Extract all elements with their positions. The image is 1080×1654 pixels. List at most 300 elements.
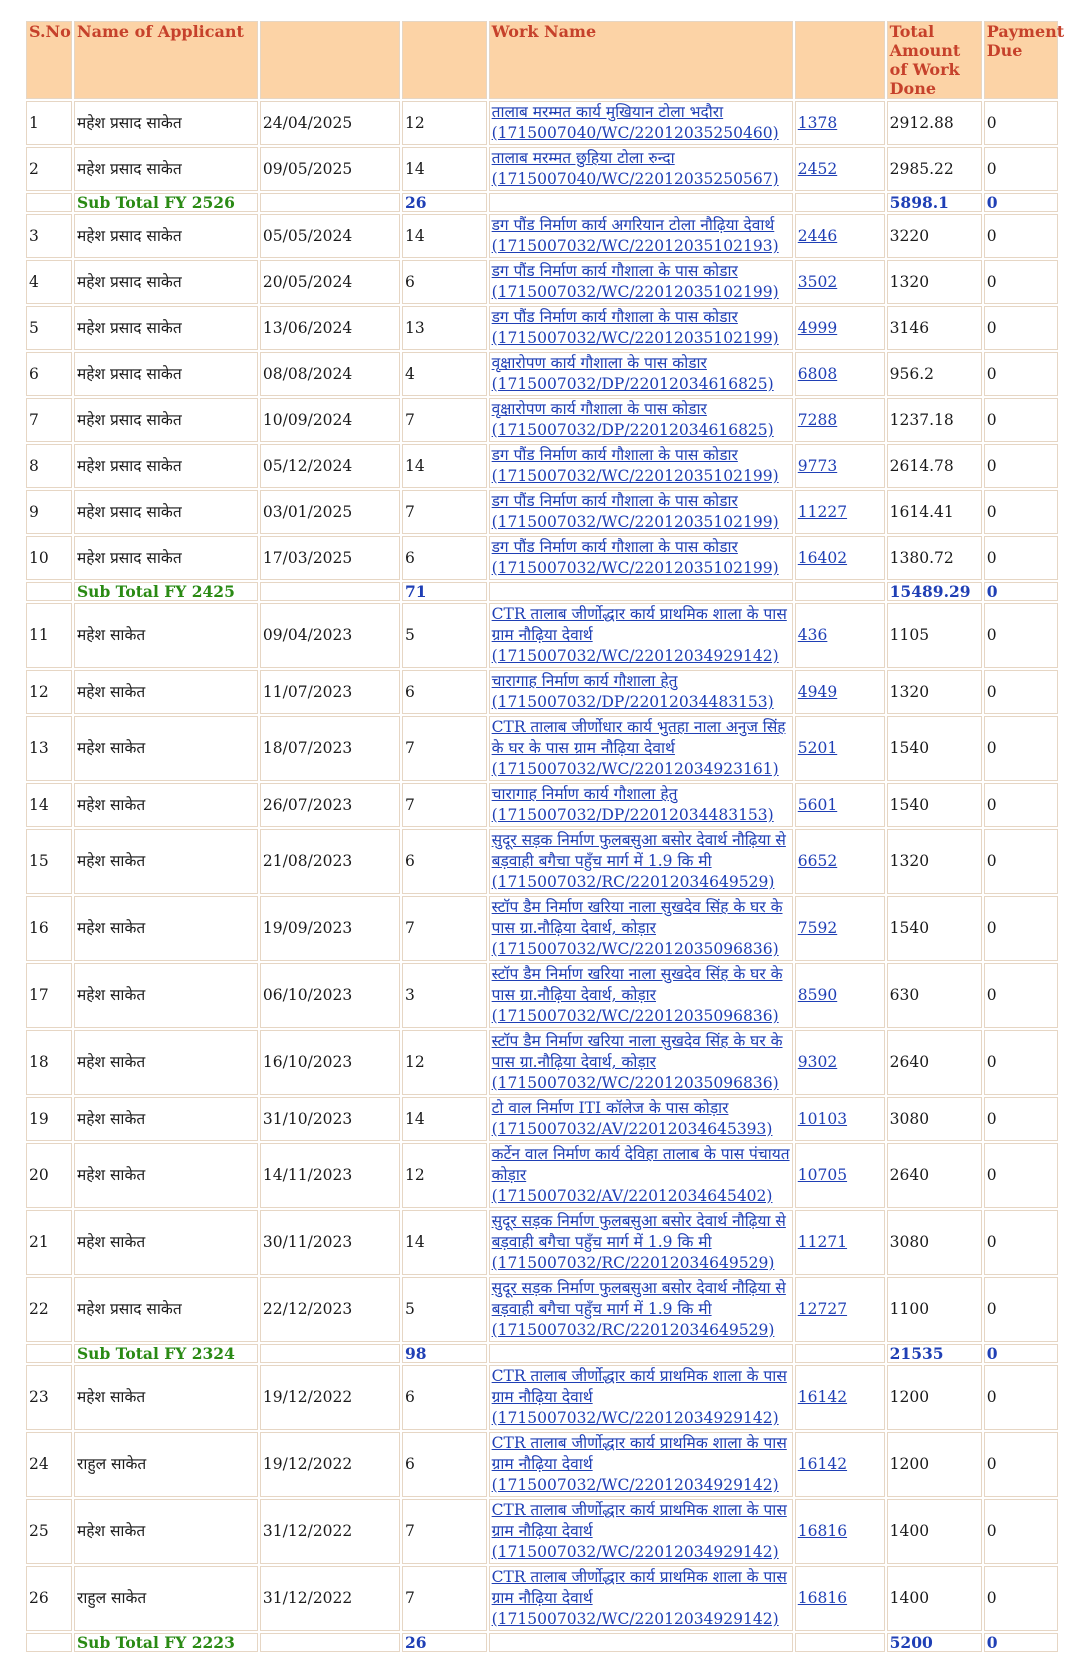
cell-date: 17/03/2025 xyxy=(260,536,400,580)
cell-sno: 2 xyxy=(26,147,72,191)
cell-amount: 3220 xyxy=(887,214,982,258)
cell-sno: 23 xyxy=(26,1365,72,1430)
cell-id-link[interactable]: 4949 xyxy=(797,682,838,701)
table-row xyxy=(26,1277,1058,1342)
cell-days: 14 xyxy=(402,214,487,258)
cell-amount: 1320 xyxy=(887,829,982,894)
subtotal-label: Sub Total FY 2526 xyxy=(74,193,258,212)
cell-id xyxy=(795,444,885,488)
cell-work-name-link[interactable]: टो वाल निर्माण ITI कॉलेज के पास कोड़ार (1715007032/AV/22012034645393) xyxy=(491,1099,773,1138)
cell-amount: 1200 xyxy=(887,1365,982,1430)
cell-days: 7 xyxy=(402,783,487,827)
cell-applicant-name: महेश साकेत xyxy=(74,1097,258,1141)
table-row xyxy=(26,147,1058,191)
cell-work-name xyxy=(489,603,793,668)
cell-payment-due: 0 xyxy=(984,352,1058,396)
cell-id xyxy=(795,147,885,191)
cell-id-link[interactable]: 7592 xyxy=(797,919,838,937)
subtotal-spacer xyxy=(795,1633,885,1652)
subtotal-amount: 21535 xyxy=(887,1344,982,1363)
cell-days: 7 xyxy=(402,1566,487,1631)
table-row xyxy=(26,670,1058,714)
cell-payment-due: 0 xyxy=(984,1030,1058,1095)
cell-work-name-link[interactable]: स्टॉप डैम निर्माण खरिया नाला सुखदेव सिंह के घर के पास ग्रा.नौढ़िया देवार्थ, कोड़ार (1715007032/WC/22012035096836) xyxy=(491,965,783,1025)
subtotal-spacer xyxy=(26,1344,72,1363)
cell-payment-due: 0 xyxy=(984,1277,1058,1342)
cell-work-name xyxy=(489,1143,793,1208)
cell-days: 12 xyxy=(402,1143,487,1208)
cell-applicant-name: महेश साकेत xyxy=(74,1210,258,1275)
cell-sno: 19 xyxy=(26,1097,72,1141)
cell-id-link[interactable]: 11227 xyxy=(797,502,848,521)
cell-days: 3 xyxy=(402,963,487,1028)
cell-id xyxy=(795,1143,885,1208)
subtotal-row xyxy=(26,1344,1058,1363)
table-row xyxy=(26,1432,1058,1497)
table-row xyxy=(26,716,1058,781)
cell-sno: 8 xyxy=(26,444,72,488)
cell-amount: 1380.72 xyxy=(887,536,982,580)
cell-days: 7 xyxy=(402,398,487,442)
cell-sno: 10 xyxy=(26,536,72,580)
cell-applicant-name: महेश प्रसाद साकेत xyxy=(74,214,258,258)
cell-payment-due: 0 xyxy=(984,1143,1058,1208)
cell-id xyxy=(795,896,885,961)
header-sno: S.No xyxy=(26,21,72,99)
table-row xyxy=(26,963,1058,1028)
cell-work-name xyxy=(489,963,793,1028)
cell-date: 05/12/2024 xyxy=(260,444,400,488)
cell-amount: 1400 xyxy=(887,1499,982,1564)
cell-id xyxy=(795,214,885,258)
cell-sno: 14 xyxy=(26,783,72,827)
subtotal-amount: 15489.29 xyxy=(887,582,982,601)
cell-applicant-name: महेश प्रसाद साकेत xyxy=(74,536,258,580)
cell-payment-due: 0 xyxy=(984,1432,1058,1497)
subtotal-row xyxy=(26,582,1058,601)
cell-amount: 2640 xyxy=(887,1030,982,1095)
cell-date: 24/04/2025 xyxy=(260,101,400,145)
cell-date: 10/09/2024 xyxy=(260,398,400,442)
cell-id-link[interactable]: 436 xyxy=(797,626,828,644)
cell-days: 4 xyxy=(402,352,487,396)
cell-work-name-link[interactable]: CTR तालाब जीर्णोद्धार कार्य प्राथमिक शाला के पास ग्राम नौढ़िया देवार्थ (1715007032/WC/22012034929142) xyxy=(491,1367,787,1427)
header-due: Payment Due xyxy=(984,21,1058,99)
cell-payment-due: 0 xyxy=(984,1097,1058,1141)
cell-id-link[interactable]: 2446 xyxy=(797,226,838,245)
cell-payment-due: 0 xyxy=(984,306,1058,350)
cell-applicant-name: महेश साकेत xyxy=(74,1143,258,1208)
cell-work-name-link[interactable]: सुदूर सड़क निर्माण फुलबसुआ बसोर देवार्थ नौढ़िया से बड़वाही बगैचा पहुँच मार्ग में 1.9 कि मी (1715007032/RC/22012034649529) xyxy=(491,1212,786,1272)
cell-date: 19/12/2022 xyxy=(260,1365,400,1430)
subtotal-due: 0 xyxy=(984,582,1058,601)
cell-sno: 13 xyxy=(26,716,72,781)
header-date xyxy=(260,21,400,99)
cell-work-name-link[interactable]: CTR तालाब जीर्णोद्धार कार्य प्राथमिक शाला के पास ग्राम नौढ़िया देवार्थ (1715007032/WC/22012034929142) xyxy=(491,1501,787,1561)
cell-work-name xyxy=(489,490,793,534)
cell-work-name xyxy=(489,783,793,827)
subtotal-due: 0 xyxy=(984,1344,1058,1363)
cell-id-link[interactable]: 1378 xyxy=(797,113,838,132)
cell-id xyxy=(795,716,885,781)
subtotal-label: Sub Total FY 2425 xyxy=(74,582,258,601)
cell-id-link[interactable]: 3502 xyxy=(797,272,838,291)
cell-work-name xyxy=(489,1030,793,1095)
cell-sno: 18 xyxy=(26,1030,72,1095)
cell-sno: 6 xyxy=(26,352,72,396)
cell-amount: 1320 xyxy=(887,670,982,714)
cell-work-name xyxy=(489,260,793,304)
table-row xyxy=(26,1210,1058,1275)
subtotal-spacer xyxy=(260,1633,400,1652)
cell-id xyxy=(795,398,885,442)
cell-applicant-name: महेश प्रसाद साकेत xyxy=(74,352,258,396)
table-row xyxy=(26,1365,1058,1430)
cell-date: 20/05/2024 xyxy=(260,260,400,304)
cell-date: 19/12/2022 xyxy=(260,1432,400,1497)
subtotal-spacer xyxy=(795,1344,885,1363)
cell-id-link[interactable]: 2452 xyxy=(797,159,838,178)
cell-amount: 3080 xyxy=(887,1210,982,1275)
cell-work-name-link[interactable]: तालाब मरम्मत छुहिया टोला रुन्दा (1715007040/WC/22012035250567) xyxy=(491,149,779,188)
cell-id xyxy=(795,963,885,1028)
cell-work-name xyxy=(489,398,793,442)
cell-work-name xyxy=(489,536,793,580)
table-row xyxy=(26,1097,1058,1141)
cell-work-name-link[interactable]: सुदूर सड़क निर्माण फुलबसुआ बसोर देवार्थ नौढ़िया से बड़वाही बगैचा पहुँच मार्ग में 1.9 कि मी (1715007032/RC/22012034649529) xyxy=(491,1279,786,1339)
cell-amount: 2640 xyxy=(887,1143,982,1208)
cell-date: 03/01/2025 xyxy=(260,490,400,534)
cell-payment-due: 0 xyxy=(984,896,1058,961)
cell-payment-due: 0 xyxy=(984,670,1058,714)
cell-date: 13/06/2024 xyxy=(260,306,400,350)
cell-sno: 15 xyxy=(26,829,72,894)
cell-amount: 1100 xyxy=(887,1277,982,1342)
cell-id-link[interactable]: 16142 xyxy=(797,1388,848,1406)
cell-work-name xyxy=(489,1566,793,1631)
cell-applicant-name: महेश प्रसाद साकेत xyxy=(74,306,258,350)
cell-applicant-name: महेश साकेत xyxy=(74,896,258,961)
cell-amount: 1540 xyxy=(887,716,982,781)
table-row xyxy=(26,1499,1058,1564)
cell-work-name xyxy=(489,101,793,145)
cell-id xyxy=(795,670,885,714)
cell-id-link[interactable]: 6808 xyxy=(797,364,838,383)
cell-date: 08/08/2024 xyxy=(260,352,400,396)
cell-sno: 21 xyxy=(26,1210,72,1275)
cell-id xyxy=(795,1277,885,1342)
cell-work-name-link[interactable]: डग पौंड निर्माण कार्य गौशाला के पास कोडार (1715007032/WC/22012035102199) xyxy=(491,538,779,577)
cell-amount: 630 xyxy=(887,963,982,1028)
subtotal-label: Sub Total FY 2324 xyxy=(74,1344,258,1363)
cell-amount: 1200 xyxy=(887,1432,982,1497)
cell-payment-due: 0 xyxy=(984,963,1058,1028)
cell-applicant-name: राहुल साकेत xyxy=(74,1566,258,1631)
header-days xyxy=(402,21,487,99)
cell-id-link[interactable]: 11271 xyxy=(797,1233,848,1251)
cell-payment-due: 0 xyxy=(984,829,1058,894)
cell-amount: 2985.22 xyxy=(887,147,982,191)
subtotal-row xyxy=(26,1633,1058,1652)
cell-id-link[interactable]: 16816 xyxy=(797,1589,848,1607)
table-row xyxy=(26,896,1058,961)
cell-work-name-link[interactable]: वृक्षारोपण कार्य गौशाला के पास कोडार (1715007032/DP/22012034616825) xyxy=(491,354,774,393)
cell-id xyxy=(795,260,885,304)
cell-work-name-link[interactable]: डग पौंड निर्माण कार्य गौशाला के पास कोडार (1715007032/WC/22012035102199) xyxy=(491,308,779,347)
cell-work-name-link[interactable]: तालाब मरम्मत कार्य मुखियान टोला भदौरा (1715007040/WC/22012035250460) xyxy=(491,103,779,142)
cell-work-name-link[interactable]: चारागाह निर्माण कार्य गौशाला हेतु (1715007032/DP/22012034483153) xyxy=(491,785,774,824)
cell-work-name xyxy=(489,670,793,714)
cell-amount: 1540 xyxy=(887,896,982,961)
cell-amount: 2614.78 xyxy=(887,444,982,488)
cell-work-name-link[interactable]: CTR तालाब जीर्णोद्धार कार्य प्राथमिक शाला के पास ग्राम नौढ़िया देवार्थ (1715007032/WC/22012034929142) xyxy=(491,1434,787,1494)
header-total: Total Amount of Work Done xyxy=(887,21,982,99)
cell-amount: 1614.41 xyxy=(887,490,982,534)
cell-date: 05/05/2024 xyxy=(260,214,400,258)
cell-id xyxy=(795,1432,885,1497)
report-table-container xyxy=(24,19,1065,1654)
cell-payment-due: 0 xyxy=(984,147,1058,191)
cell-work-name-link[interactable]: कर्टेन वाल निर्माण कार्य देविहा तालाब के पास पंचायत कोड़ार (1715007032/AV/22012034645402) xyxy=(491,1145,790,1205)
subtotal-days: 26 xyxy=(402,1633,487,1652)
cell-payment-due: 0 xyxy=(984,398,1058,442)
cell-date: 21/08/2023 xyxy=(260,829,400,894)
cell-applicant-name: महेश प्रसाद साकेत xyxy=(74,444,258,488)
cell-applicant-name: महेश प्रसाद साकेत xyxy=(74,101,258,145)
subtotal-spacer xyxy=(795,582,885,601)
cell-applicant-name: महेश साकेत xyxy=(74,670,258,714)
header-work: Work Name xyxy=(489,21,793,99)
cell-payment-due: 0 xyxy=(984,214,1058,258)
table-row xyxy=(26,536,1058,580)
cell-work-name xyxy=(489,1365,793,1430)
cell-work-name-link[interactable]: सुदूर सड़क निर्माण फुलबसुआ बसोर देवार्थ नौढ़िया से बड़वाही बगैचा पहुँच मार्ग में 1.9 कि मी (1715007032/RC/22012034649529) xyxy=(491,831,786,891)
table-row xyxy=(26,101,1058,145)
table-row xyxy=(26,1030,1058,1095)
cell-sno: 17 xyxy=(26,963,72,1028)
cell-amount: 1320 xyxy=(887,260,982,304)
subtotal-label: Sub Total FY 2223 xyxy=(74,1633,258,1652)
subtotal-spacer xyxy=(260,1344,400,1363)
cell-id-link[interactable]: 16816 xyxy=(797,1522,848,1540)
cell-work-name-link[interactable]: स्टॉप डैम निर्माण खरिया नाला सुखदेव सिंह के घर के पास ग्रा.नौढ़िया देवार्थ, कोड़ार (1715007032/WC/22012035096836) xyxy=(491,1032,783,1092)
cell-date: 16/10/2023 xyxy=(260,1030,400,1095)
cell-date: 14/11/2023 xyxy=(260,1143,400,1208)
cell-date: 11/07/2023 xyxy=(260,670,400,714)
cell-sno: 3 xyxy=(26,214,72,258)
cell-amount: 1540 xyxy=(887,783,982,827)
cell-date: 26/07/2023 xyxy=(260,783,400,827)
cell-id-link[interactable]: 8590 xyxy=(797,986,838,1004)
cell-amount: 2912.88 xyxy=(887,101,982,145)
table-row xyxy=(26,398,1058,442)
table-body xyxy=(26,101,1058,1652)
cell-days: 5 xyxy=(402,1277,487,1342)
cell-id xyxy=(795,1030,885,1095)
subtotal-spacer xyxy=(26,193,72,212)
cell-days: 14 xyxy=(402,1097,487,1141)
cell-sno: 25 xyxy=(26,1499,72,1564)
cell-days: 7 xyxy=(402,716,487,781)
table-row xyxy=(26,306,1058,350)
cell-work-name-link[interactable]: CTR तालाब जीर्णोधार कार्य भुतहा नाला अनुज सिंह के घर के पास ग्राम नौढ़िया देवार्थ (1715007032/WC/22012034923161) xyxy=(491,718,786,778)
work-payment-table xyxy=(24,19,1065,1654)
cell-work-name xyxy=(489,829,793,894)
subtotal-amount: 5200 xyxy=(887,1633,982,1652)
cell-applicant-name: राहुल साकेत xyxy=(74,1432,258,1497)
cell-work-name-link[interactable]: डग पौंड निर्माण कार्य गौशाला के पास कोडार (1715007032/WC/22012035102199) xyxy=(491,492,779,531)
cell-days: 5 xyxy=(402,603,487,668)
cell-work-name-link[interactable]: वृक्षारोपण कार्य गौशाला के पास कोडार (1715007032/DP/22012034616825) xyxy=(491,400,774,439)
subtotal-spacer xyxy=(26,1633,72,1652)
subtotal-spacer xyxy=(489,1633,793,1652)
cell-id-link[interactable]: 16142 xyxy=(797,1455,848,1473)
table-row xyxy=(26,444,1058,488)
cell-applicant-name: महेश प्रसाद साकेत xyxy=(74,260,258,304)
cell-days: 6 xyxy=(402,536,487,580)
cell-work-name xyxy=(489,1097,793,1141)
cell-work-name-link[interactable]: CTR तालाब जीर्णोद्धार कार्य प्राथमिक शाला के पास ग्राम नौढ़िया देवार्थ (1715007032/WC/22012034929142) xyxy=(491,605,787,665)
cell-applicant-name: महेश प्रसाद साकेत xyxy=(74,490,258,534)
cell-date: 22/12/2023 xyxy=(260,1277,400,1342)
cell-work-name xyxy=(489,214,793,258)
subtotal-spacer xyxy=(260,193,400,212)
subtotal-spacer xyxy=(489,582,793,601)
cell-id-link[interactable]: 16402 xyxy=(797,548,848,567)
cell-applicant-name: महेश साकेत xyxy=(74,783,258,827)
cell-id xyxy=(795,352,885,396)
subtotal-days: 71 xyxy=(402,582,487,601)
cell-applicant-name: महेश साकेत xyxy=(74,1365,258,1430)
cell-applicant-name: महेश साकेत xyxy=(74,1499,258,1564)
cell-work-name-link[interactable]: चारागाह निर्माण कार्य गौशाला हेतु (1715007032/DP/22012034483153) xyxy=(491,672,774,711)
cell-sno: 1 xyxy=(26,101,72,145)
cell-payment-due: 0 xyxy=(984,716,1058,781)
cell-work-name-link[interactable]: डग पौंड निर्माण कार्य अगरियान टोला नौढ़िया देवार्थ (1715007032/WC/22012035102193) xyxy=(491,216,779,255)
table-row xyxy=(26,214,1058,258)
cell-id-link[interactable]: 4999 xyxy=(797,318,838,337)
cell-applicant-name: महेश साकेत xyxy=(74,963,258,1028)
cell-days: 6 xyxy=(402,670,487,714)
cell-id-link[interactable]: 7288 xyxy=(797,410,838,429)
subtotal-due: 0 xyxy=(984,193,1058,212)
cell-id xyxy=(795,1499,885,1564)
cell-payment-due: 0 xyxy=(984,1365,1058,1430)
cell-applicant-name: महेश प्रसाद साकेत xyxy=(74,147,258,191)
table-row xyxy=(26,1566,1058,1631)
cell-work-name xyxy=(489,444,793,488)
cell-id xyxy=(795,1566,885,1631)
cell-id xyxy=(795,101,885,145)
cell-id-link[interactable]: 10103 xyxy=(797,1109,848,1128)
table-row xyxy=(26,829,1058,894)
cell-id xyxy=(795,536,885,580)
cell-date: 31/12/2022 xyxy=(260,1499,400,1564)
cell-work-name xyxy=(489,716,793,781)
cell-date: 30/11/2023 xyxy=(260,1210,400,1275)
cell-payment-due: 0 xyxy=(984,490,1058,534)
subtotal-spacer xyxy=(489,193,793,212)
cell-id-link[interactable]: 9302 xyxy=(797,1053,838,1071)
cell-sno: 24 xyxy=(26,1432,72,1497)
cell-work-name xyxy=(489,1432,793,1497)
cell-id-link[interactable]: 12727 xyxy=(797,1300,848,1318)
cell-sno: 9 xyxy=(26,490,72,534)
cell-days: 6 xyxy=(402,829,487,894)
cell-id xyxy=(795,490,885,534)
cell-work-name-link[interactable]: डग पौंड निर्माण कार्य गौशाला के पास कोडार (1715007032/WC/22012035102199) xyxy=(491,446,779,485)
cell-payment-due: 0 xyxy=(984,260,1058,304)
cell-date: 31/10/2023 xyxy=(260,1097,400,1141)
cell-date: 09/05/2025 xyxy=(260,147,400,191)
cell-date: 31/12/2022 xyxy=(260,1566,400,1631)
cell-days: 6 xyxy=(402,1365,487,1430)
cell-id-link[interactable]: 10705 xyxy=(797,1166,848,1184)
subtotal-amount: 5898.1 xyxy=(887,193,982,212)
table-row xyxy=(26,1143,1058,1208)
subtotal-days: 26 xyxy=(402,193,487,212)
subtotal-days: 98 xyxy=(402,1344,487,1363)
cell-sno: 11 xyxy=(26,603,72,668)
header-id xyxy=(795,21,885,99)
cell-payment-due: 0 xyxy=(984,536,1058,580)
cell-applicant-name: महेश साकेत xyxy=(74,1030,258,1095)
cell-sno: 26 xyxy=(26,1566,72,1631)
cell-work-name xyxy=(489,147,793,191)
cell-work-name-link[interactable]: CTR तालाब जीर्णोद्धार कार्य प्राथमिक शाला के पास ग्राम नौढ़िया देवार्थ (1715007032/WC/22012034929142) xyxy=(491,1568,787,1628)
cell-applicant-name: महेश साकेत xyxy=(74,603,258,668)
cell-id xyxy=(795,783,885,827)
cell-days: 12 xyxy=(402,1030,487,1095)
cell-id xyxy=(795,829,885,894)
cell-payment-due: 0 xyxy=(984,603,1058,668)
table-header-row xyxy=(26,21,1058,99)
subtotal-spacer xyxy=(489,1344,793,1363)
cell-days: 7 xyxy=(402,490,487,534)
cell-amount: 1237.18 xyxy=(887,398,982,442)
cell-work-name-link[interactable]: स्टॉप डैम निर्माण खरिया नाला सुखदेव सिंह के घर के पास ग्रा.नौढ़िया देवार्थ, कोड़ार (1715007032/WC/22012035096836) xyxy=(491,898,783,958)
cell-days: 14 xyxy=(402,444,487,488)
cell-amount: 956.2 xyxy=(887,352,982,396)
cell-payment-due: 0 xyxy=(984,101,1058,145)
cell-work-name xyxy=(489,306,793,350)
table-row xyxy=(26,783,1058,827)
subtotal-spacer xyxy=(260,582,400,601)
subtotal-row xyxy=(26,193,1058,212)
cell-amount: 3146 xyxy=(887,306,982,350)
cell-date: 09/04/2023 xyxy=(260,603,400,668)
cell-days: 7 xyxy=(402,896,487,961)
cell-sno: 22 xyxy=(26,1277,72,1342)
cell-sno: 5 xyxy=(26,306,72,350)
cell-id-link[interactable]: 6652 xyxy=(797,852,838,870)
cell-id-link[interactable]: 5201 xyxy=(797,739,838,757)
cell-id xyxy=(795,603,885,668)
cell-applicant-name: महेश साकेत xyxy=(74,716,258,781)
cell-work-name xyxy=(489,1499,793,1564)
cell-days: 13 xyxy=(402,306,487,350)
table-row xyxy=(26,352,1058,396)
cell-id-link[interactable]: 9773 xyxy=(797,456,838,475)
cell-id xyxy=(795,306,885,350)
cell-work-name-link[interactable]: डग पौंड निर्माण कार्य गौशाला के पास कोडार (1715007032/WC/22012035102199) xyxy=(491,262,779,301)
cell-id-link[interactable]: 5601 xyxy=(797,795,838,814)
cell-payment-due: 0 xyxy=(984,1499,1058,1564)
cell-id xyxy=(795,1210,885,1275)
cell-payment-due: 0 xyxy=(984,783,1058,827)
table-row xyxy=(26,603,1058,668)
cell-amount: 1400 xyxy=(887,1566,982,1631)
